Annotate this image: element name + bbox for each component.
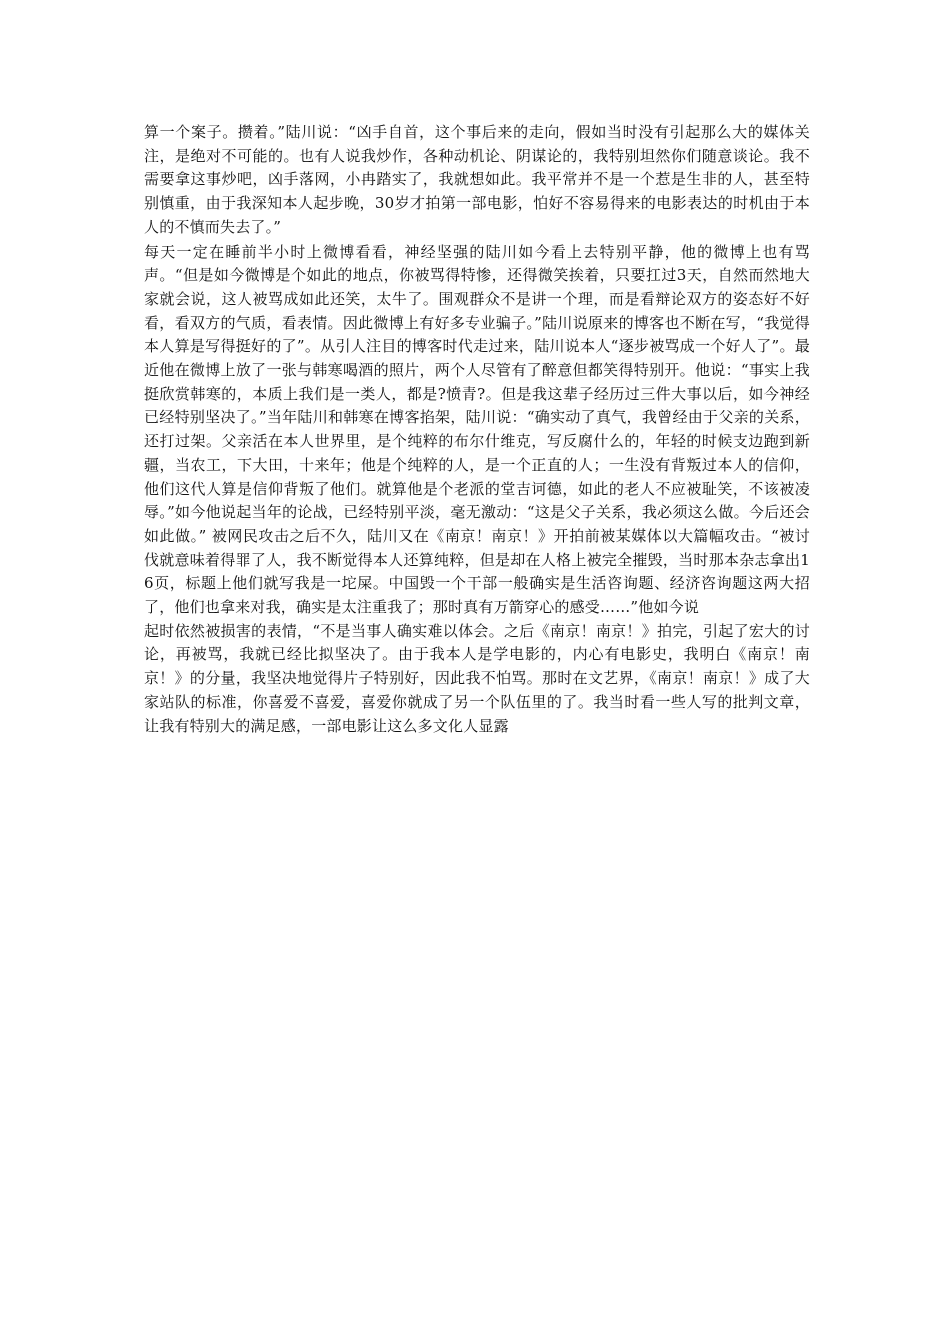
paragraph-3: 起时依然被损害的表情，“不是当事人确实难以体会。之后《南京！南京！》拍完，引起了宏大的讨论，再被骂，我就已经比拟坚决了。由于我本人是学电影的，内心有电影史，我明白《南京！南京！》的分量，我坚决地觉得片子特别好，因此我不怕骂。那时在文艺界，《南京！南京！》成了大家站队的标准，你喜爱不喜爱，喜爱你就成了另一个队伍里的了。我当时看一些人写的批判文章，让我有特别大的满足感，一部电影让这么多文化人显露 <box>144 621 810 735</box>
paragraph-1: 算一个案子。攒着。”陆川说：“凶手自首，这个事后来的走向，假如当时没有引起那么大的媒体关注，是绝对不可能的。也有人说我炒作，各种动机论、阴谋论的，我特别坦然你们随意谈论。我不需要拿这事炒吧，凶手落网，小冉踏实了，我就想如此。我平常并不是一个惹是生非的人，甚至特别慎重，由于我深知本人起步晚，30岁才拍第一部电影，怕好不容易得来的电影表达的时机由于本人的不慎而失去了。” <box>144 123 810 236</box>
document-page <box>144 121 810 738</box>
paragraph-2: 每天一定在睡前半小时上微博看看，神经坚强的陆川如今看上去特别平静，他的微博上也有骂声。“但是如今微博是个如此的地点，你被骂得特惨，还得微笑挨着，只要扛过3天，自然而然地大家就会说，这人被骂成如此还笑，太牛了。围观群众不是讲一个理，而是看辩论双方的姿态好不好看，看双方的气质，看表情。因此微博上有好多专业骗子。”陆川说原来的博客也不断在写，“我觉得本人算是写得挺好的了”。从引人注目的博客时代走过来，陆川说本人“逐步被骂成一个好人了”。最近他在微博上放了一张与韩寒喝酒的照片，两个人尽管有了醉意但都笑得特别开。他说：“事实上我挺欣赏韩寒的，本质上我们是一类人，都是?愤青?。但是我这辈子经历过三件大事以后，如今神经已经特别坚决了。”当年陆川和韩寒在博客掐架，陆川说：“确实动了真气，我曾经由于父亲的关系，还打过架。父亲活在本人世界里，是个纯粹的布尔什维克，写反腐什么的，年轻的时候支边跑到新疆，当农工，下大田，十来年；他是个纯粹的人，是一个正直的人；一生没有背叛过本人的信仰，他们这代人算是信仰背叛了他们。就算他是个老派的堂吉诃德，如此的老人不应被耻笑，不该被凌辱。”如今他说起当年的论战，已经特别平淡，毫无激动：“这是父子关系，我必须这么做。今后还会如此做。” 被网民攻击之后不久，陆川又在《南京！南京！》开拍前被某媒体以大篇幅攻击。“被讨伐就意味着得罪了人，我不断觉得本人还算纯粹，但是却在人格上被完全摧毁，当时那本杂志拿出16页，标题上他们就写我是一坨屎。中国毁一个干部一般确实是生活咨询题、经济咨询题这两大招了，他们也拿来对我，确实是太注重我了；那时真有万箭穿心的感受……”他如今说 <box>144 242 810 617</box>
